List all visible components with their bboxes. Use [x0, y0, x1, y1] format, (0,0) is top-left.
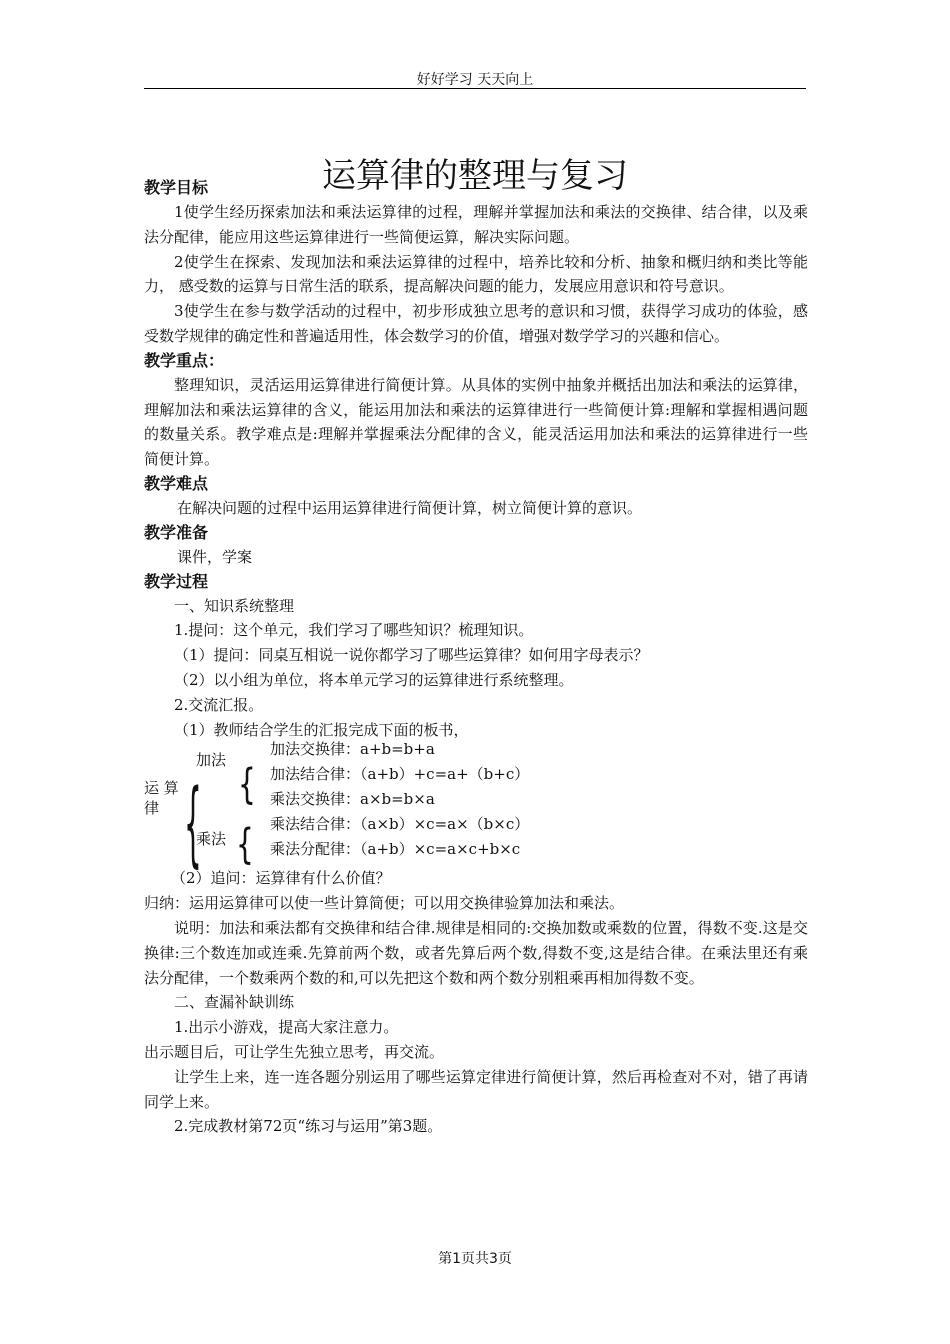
process-line: 二、查漏补缺训练: [174, 993, 295, 1012]
process-line: （1）提问：同桌互相说一说你都学习了哪些运算律？如何用字母表示？: [174, 646, 649, 665]
document-body: [144, 176, 808, 1139]
process-line: 出示题目后，可让学生先独立思考，再交流。: [144, 1042, 445, 1061]
difficulty-heading: 教学难点: [144, 473, 209, 493]
diagram-rule: 加法交换律：a+b=b+a: [270, 740, 435, 759]
diagram-rule: 乘法结合律：（a×b）×c=a×（b×c）: [270, 815, 530, 834]
goal-paragraph: 1使学生经历探索加法和乘法运算律的过程，理解并掌握加法和乘法的交换律、结合律，以及乘法分配律，能应用这些运算律进行一些简便运算，解决实际问题。: [144, 203, 808, 246]
process-line: 1.出示小游戏，提高大家注意力。: [174, 1018, 399, 1037]
process-line: 2.完成教材第72页“练习与运用”第3题。: [174, 1117, 443, 1136]
page-footer: 第1页共3页: [438, 1251, 512, 1267]
diagram-rule: 乘法分配律：（a+b）×c=a×c+b×c: [270, 840, 521, 859]
process-heading: 教学过程: [144, 571, 209, 591]
preparation-heading: 教学准备: [144, 522, 209, 542]
page-header: 好好学习 天天向上: [416, 72, 534, 88]
process-line: 让学生上来，连一连各题分别运用了哪些运算定律进行简便计算，然后再检查对不对，错了再请同学上来。: [144, 1067, 808, 1111]
goal-paragraph: 3使学生在参与数学活动的过程中，初步形成独立思考的意识和习惯，获得学习成功的体验，感受数学规律的确定性和普遍适用性，体会数学习的价值，增强对数学学习的兴趣和信心。: [144, 302, 808, 345]
process-line: （2）追问：运算律有什么价值？: [171, 869, 391, 888]
process-line: （1）教师结合学生的汇报完成下面的板书，: [174, 720, 469, 739]
diagram-root-label: 运 算 律: [144, 779, 179, 818]
difficulty-paragraph: 在解决问题的过程中运用运算律进行简便计算，树立简便计算的意识。: [177, 498, 643, 517]
diagram-mul-label: 乘法: [196, 830, 227, 849]
diagram-add-label: 加法: [196, 751, 227, 770]
diagram-rule: 乘法交换律：a×b=b×a: [270, 790, 435, 809]
diagram-rule: 加法结合律：（a+b）+c=a+（b+c）: [270, 765, 530, 784]
process-line: 2.交流汇报。: [174, 695, 264, 714]
add-brace-icon: {: [238, 759, 256, 810]
preparation-paragraph: 课件，学案: [177, 547, 253, 566]
goals-heading: 教学目标: [144, 178, 209, 197]
process-line: （2）以小组为单位，将本单元学习的运算律进行系统整理。: [174, 670, 574, 689]
mul-brace-icon: {: [236, 819, 254, 870]
process-line: 一、知识系统整理: [174, 596, 295, 615]
process-line: 归纳：运用运算律可以使一些计算简便；可以用交换律验算加法和乘法。: [144, 894, 625, 913]
document-title: 运算律的整理与复习: [322, 155, 628, 196]
key-points-heading: 教学重点：: [144, 350, 225, 370]
header-rule: [144, 88, 806, 89]
key-points-paragraph: 整理知识，灵活运用运算律进行简便计算。从具体的实例中抽象并概括出加法和乘法的运算律，理解加法和乘法运算律的含义，能运用加法和乘法的运算律进行一些简便计算:理解和掌握相遇问题的数量关系。教学难点是:理解并掌握乘法分配律的含义，能灵活运用加法和乘法的运算律进行一些简便计算。: [144, 375, 808, 469]
root-brace-icon: {: [184, 769, 202, 879]
process-line: 1.提问：这个单元，我们学习了哪些知识？梳理知识。: [174, 621, 534, 640]
goal-paragraph: 2使学生在探索、发现加法和乘法运算律的过程中，培养比较和分析、抽象和概归纳和类比等能力， 感受数的运算与日常生活的联系，提高解决问题的能力，发展应用意识和符号意识。: [144, 252, 808, 296]
process-line: 说明：加法和乘法都有交换律和结合律.规律是相同的:交换加数或乘数的位置，得数不变.这是交换律:三个数连加或连乘.先算前两个数，或者先算后两个数,得数不变,这是结合律。在乘法里还有乘法分配律，一个数乘两个数的和,可以先把这个数和两个数分别粗乘再相加得数不变。: [144, 918, 808, 987]
